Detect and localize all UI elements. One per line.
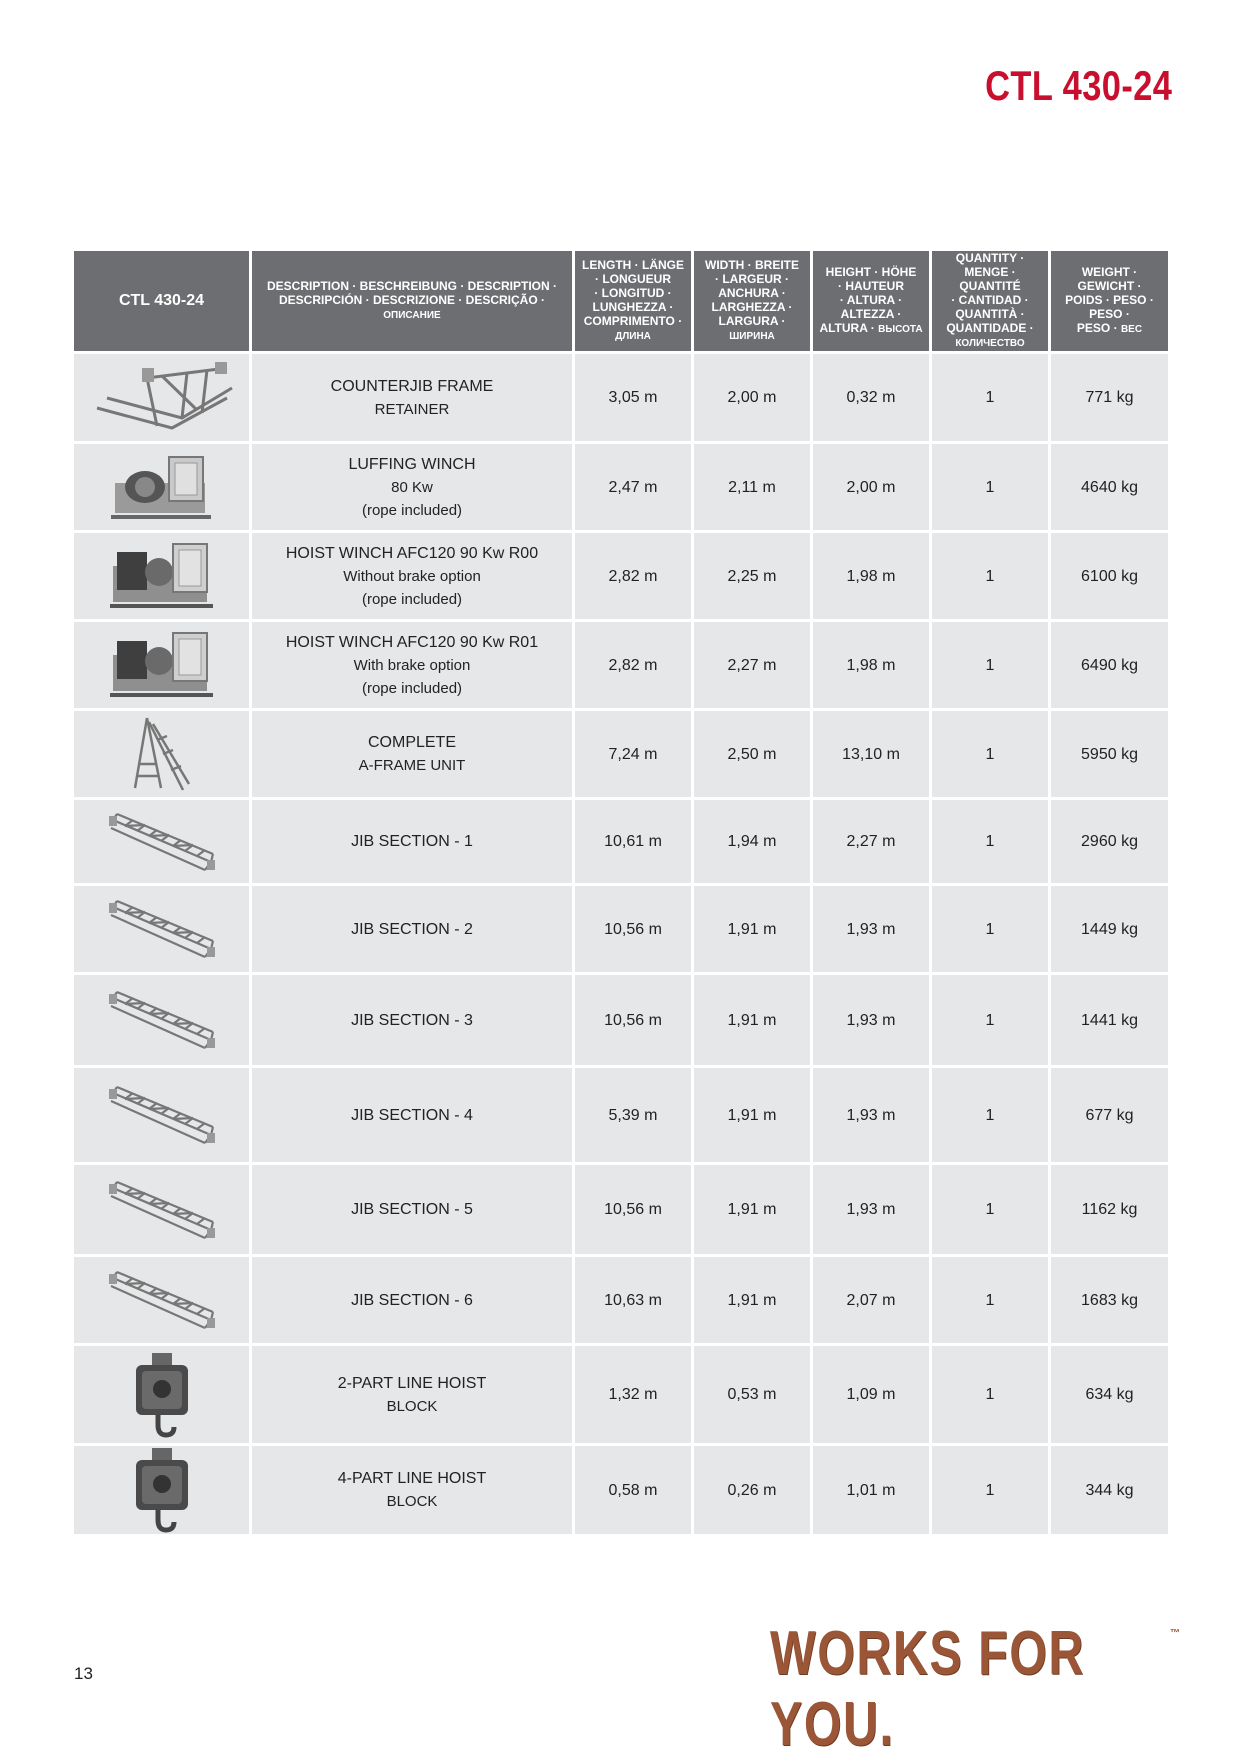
component-image <box>74 1346 249 1443</box>
component-quantity: 1 <box>932 1068 1048 1162</box>
component-length: 5,39 m <box>575 1068 691 1162</box>
jib-section-icon <box>74 1174 249 1246</box>
table-header-row <box>74 251 1168 351</box>
luffing-winch-icon <box>74 447 249 527</box>
component-image <box>74 444 249 530</box>
trademark-mark: ™ <box>1170 1628 1180 1639</box>
component-height: 1,93 m <box>813 975 929 1065</box>
component-description: JIB SECTION - 4 <box>252 1068 572 1162</box>
component-length: 7,24 m <box>575 711 691 797</box>
header-quantity: QUANTITY · MENGE · QUANTITÉ · CANTIDAD · QUANTITÀ · QUANTIDADE · КОЛИЧЕСТВО <box>932 251 1048 351</box>
hoist-block-icon <box>74 1446 249 1534</box>
component-width: 2,11 m <box>694 444 810 530</box>
component-description: 2-PART LINE HOIST BLOCK <box>252 1346 572 1443</box>
component-length: 1,32 m <box>575 1346 691 1443</box>
component-length: 2,82 m <box>575 622 691 708</box>
component-length: 10,56 m <box>575 886 691 972</box>
component-weight: 344 kg <box>1051 1446 1168 1534</box>
component-height: 0,32 m <box>813 354 929 441</box>
component-description: JIB SECTION - 5 <box>252 1165 572 1254</box>
component-weight: 1162 kg <box>1051 1165 1168 1254</box>
component-description: COMPLETE A-FRAME UNIT <box>252 711 572 797</box>
component-description: 4-PART LINE HOIST BLOCK <box>252 1446 572 1534</box>
component-width: 1,91 m <box>694 1257 810 1343</box>
jib-section-icon <box>74 1079 249 1151</box>
component-quantity: 1 <box>932 975 1048 1065</box>
component-weight: 4640 kg <box>1051 444 1168 530</box>
slogan-logo: WORKS FOR YOU. <box>770 1619 1085 1759</box>
component-weight: 1441 kg <box>1051 975 1168 1065</box>
component-image <box>74 1068 249 1162</box>
component-width: 1,91 m <box>694 1165 810 1254</box>
component-weight: 634 kg <box>1051 1346 1168 1443</box>
component-weight: 5950 kg <box>1051 711 1168 797</box>
component-weight: 6490 kg <box>1051 622 1168 708</box>
jib-section-icon <box>74 984 249 1056</box>
component-quantity: 1 <box>932 533 1048 619</box>
component-width: 0,26 m <box>694 1446 810 1534</box>
component-weight: 2960 kg <box>1051 800 1168 883</box>
component-length: 3,05 m <box>575 354 691 441</box>
component-image <box>74 1165 249 1254</box>
component-height: 1,93 m <box>813 886 929 972</box>
component-quantity: 1 <box>932 1446 1048 1534</box>
component-image <box>74 622 249 708</box>
component-image <box>74 533 249 619</box>
component-description: HOIST WINCH AFC120 90 Kw R00 Without brake option (rope included) <box>252 533 572 619</box>
component-weight: 1683 kg <box>1051 1257 1168 1343</box>
component-image <box>74 800 249 883</box>
component-quantity: 1 <box>932 444 1048 530</box>
component-description: JIB SECTION - 3 <box>252 975 572 1065</box>
component-height: 1,01 m <box>813 1446 929 1534</box>
component-width: 0,53 m <box>694 1346 810 1443</box>
component-description: COUNTERJIB FRAME RETAINER <box>252 354 572 441</box>
table-row <box>74 711 1168 797</box>
component-length: 0,58 m <box>575 1446 691 1534</box>
component-quantity: 1 <box>932 1165 1048 1254</box>
table-row <box>74 1165 1168 1254</box>
component-length: 10,56 m <box>575 975 691 1065</box>
component-quantity: 1 <box>932 1257 1048 1343</box>
component-description: JIB SECTION - 6 <box>252 1257 572 1343</box>
hoist-winch-icon <box>74 536 249 616</box>
component-quantity: 1 <box>932 800 1048 883</box>
component-length: 2,47 m <box>575 444 691 530</box>
header-height: HEIGHT · HÖHE · HAUTEUR · ALTURA · ALTEZZA · ALTURA · ВЫСОТА <box>813 251 929 351</box>
table-row <box>74 1446 1168 1534</box>
table-row <box>74 1257 1168 1343</box>
component-width: 2,25 m <box>694 533 810 619</box>
page-number: 13 <box>74 1664 93 1683</box>
component-description: JIB SECTION - 1 <box>252 800 572 883</box>
header-length: LENGTH · LÄNGE · LONGUEUR · LONGITUD · LUNGHEZZA · COMPRIMENTO · ДЛИНА <box>575 251 691 351</box>
component-weight: 6100 kg <box>1051 533 1168 619</box>
component-description: LUFFING WINCH 80 Kw (rope included) <box>252 444 572 530</box>
table-row <box>74 533 1168 619</box>
a-frame-icon <box>74 714 249 794</box>
table-row <box>74 444 1168 530</box>
component-description: HOIST WINCH AFC120 90 Kw R01 With brake option (rope included) <box>252 622 572 708</box>
component-height: 1,09 m <box>813 1346 929 1443</box>
component-image <box>74 1257 249 1343</box>
component-quantity: 1 <box>932 711 1048 797</box>
component-height: 2,00 m <box>813 444 929 530</box>
component-length: 10,56 m <box>575 1165 691 1254</box>
component-weight: 1449 kg <box>1051 886 1168 972</box>
jib-section-icon <box>74 806 249 878</box>
table-row <box>74 800 1168 883</box>
component-image <box>74 1446 249 1534</box>
jib-section-icon <box>74 1264 249 1336</box>
component-height: 1,98 m <box>813 622 929 708</box>
component-quantity: 1 <box>932 886 1048 972</box>
component-image <box>74 711 249 797</box>
component-weight: 677 kg <box>1051 1068 1168 1162</box>
component-image <box>74 354 249 441</box>
component-width: 2,00 m <box>694 354 810 441</box>
counterjib-frame-retainer-icon <box>74 358 249 438</box>
component-height: 2,07 m <box>813 1257 929 1343</box>
model-title: CTL 430-24 <box>984 62 1172 109</box>
components-table <box>71 248 1171 1537</box>
hoist-block-icon <box>74 1351 249 1439</box>
header-description: DESCRIPTION · BESCHREIBUNG · DESCRIPTION · DESCRIPCIÓN · DESCRIZIONE · DESCRIÇÃO · ОПИСАНИЕ <box>252 251 572 351</box>
component-width: 2,50 m <box>694 711 810 797</box>
table-row <box>74 1068 1168 1162</box>
component-height: 1,93 m <box>813 1068 929 1162</box>
component-image <box>74 975 249 1065</box>
component-length: 10,61 m <box>575 800 691 883</box>
component-width: 1,94 m <box>694 800 810 883</box>
component-weight: 771 kg <box>1051 354 1168 441</box>
header-weight: WEIGHT · GEWICHT · POIDS · PESO · PESO · PESO · ВЕС <box>1051 251 1168 351</box>
component-quantity: 1 <box>932 622 1048 708</box>
component-width: 1,91 m <box>694 886 810 972</box>
component-width: 1,91 m <box>694 1068 810 1162</box>
component-length: 2,82 m <box>575 533 691 619</box>
component-height: 1,93 m <box>813 1165 929 1254</box>
header-width: WIDTH · BREITE · LARGEUR · ANCHURA · LARGHEZZA · LARGURA · ШИРИНА <box>694 251 810 351</box>
table-row <box>74 975 1168 1065</box>
component-quantity: 1 <box>932 1346 1048 1443</box>
component-width: 2,27 m <box>694 622 810 708</box>
component-height: 13,10 m <box>813 711 929 797</box>
component-image <box>74 886 249 972</box>
component-description: JIB SECTION - 2 <box>252 886 572 972</box>
component-length: 10,63 m <box>575 1257 691 1343</box>
header-model: CTL 430-24 <box>74 251 249 351</box>
jib-section-icon <box>74 893 249 965</box>
table-row <box>74 622 1168 708</box>
component-quantity: 1 <box>932 354 1048 441</box>
hoist-winch-icon <box>74 625 249 705</box>
component-height: 1,98 m <box>813 533 929 619</box>
component-height: 2,27 m <box>813 800 929 883</box>
table-row <box>74 354 1168 441</box>
table-row <box>74 886 1168 972</box>
component-width: 1,91 m <box>694 975 810 1065</box>
table-row <box>74 1346 1168 1443</box>
